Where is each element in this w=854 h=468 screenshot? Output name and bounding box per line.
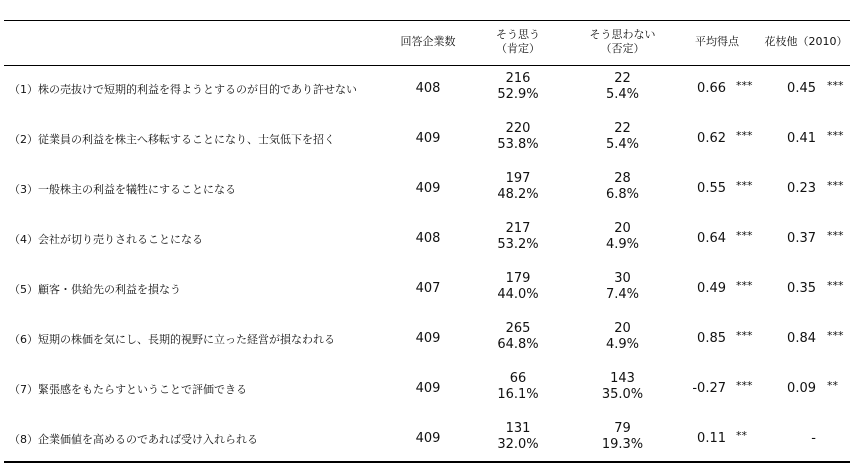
row-agree-count: 197 <box>505 171 531 186</box>
row-item-label: （8）企業価値を高めるのであれば受け入れられる <box>9 433 258 446</box>
row-agree-count: 265 <box>505 321 531 336</box>
row-hanae-score: 0.84 <box>787 331 816 346</box>
row-hanae-score: 0.45 <box>787 81 816 96</box>
row-disagree-cell <box>575 121 670 153</box>
row-average-significance: *** <box>736 129 753 142</box>
row-agree-cell <box>478 271 558 303</box>
row-disagree-count: 22 <box>614 71 631 86</box>
row-respondent-count: 409 <box>415 181 441 196</box>
row-agree-cell <box>478 221 558 253</box>
row-hanae-significance: *** <box>827 329 844 342</box>
row-agree-cell <box>478 121 558 153</box>
row-disagree-cell <box>575 71 670 103</box>
row-agree-count: 66 <box>509 371 527 386</box>
row-average-significance: *** <box>736 179 753 192</box>
row-disagree-cell <box>575 371 670 403</box>
row-agree-percent: 53.8% <box>497 137 539 152</box>
row-item-label: （1）株の売抜けで短期的利益を得ようとするのが目的であり許せない <box>9 83 357 96</box>
table-bottom-rule <box>4 461 850 463</box>
row-average-significance: *** <box>736 79 753 92</box>
row-item-label: （6）短期の株価を気にし、長期的視野に立った経営が損なわれる <box>9 333 335 346</box>
row-hanae-score: 0.23 <box>787 181 816 196</box>
row-agree-percent: 64.8% <box>497 337 539 352</box>
row-disagree-percent: 19.3% <box>601 437 644 452</box>
row-item-label: （4）会社が切り売りされることになる <box>9 233 203 246</box>
row-disagree-count: 20 <box>614 321 631 336</box>
row-disagree-count: 30 <box>614 271 631 286</box>
row-disagree-percent: 6.8% <box>605 187 640 202</box>
row-average-score: 0.64 <box>697 231 726 246</box>
row-hanae-significance: *** <box>827 279 844 292</box>
row-agree-percent: 44.0% <box>497 287 539 302</box>
row-agree-percent: 53.2% <box>497 237 539 252</box>
header-average-score: 平均得点 <box>695 35 739 48</box>
row-respondent-count: 408 <box>415 231 441 246</box>
row-average-score: 0.55 <box>697 181 726 196</box>
row-agree-percent: 32.0% <box>497 437 539 452</box>
row-disagree-percent: 4.9% <box>605 337 640 352</box>
table-row <box>0 416 854 466</box>
table-row <box>0 166 854 216</box>
row-agree-count: 179 <box>505 271 531 286</box>
row-disagree-count: 22 <box>614 121 631 136</box>
row-respondent-count: 407 <box>415 281 441 296</box>
row-disagree-percent: 4.9% <box>605 237 640 252</box>
row-hanae-significance: *** <box>827 179 844 192</box>
row-disagree-count: 79 <box>614 421 631 436</box>
row-disagree-count: 143 <box>610 371 635 386</box>
row-agree-cell <box>478 371 558 403</box>
row-disagree-percent: 5.4% <box>605 137 640 152</box>
table-row <box>0 366 854 416</box>
row-item-label: （3）一般株主の利益を犠牲にすることになる <box>9 183 236 196</box>
row-agree-count: 217 <box>505 221 531 236</box>
row-hanae-score: - <box>811 431 816 446</box>
row-average-significance: *** <box>736 379 753 392</box>
row-agree-cell <box>478 321 558 353</box>
row-average-score: 0.85 <box>697 331 726 346</box>
row-hanae-significance: *** <box>827 79 844 92</box>
row-average-significance: ** <box>736 429 747 442</box>
row-disagree-cell <box>575 171 670 203</box>
row-average-score: 0.11 <box>697 431 726 446</box>
row-respondent-count: 408 <box>415 81 441 96</box>
table-row <box>0 216 854 266</box>
row-hanae-score: 0.35 <box>787 281 816 296</box>
row-respondent-count: 409 <box>415 431 441 446</box>
row-agree-cell <box>478 421 558 453</box>
row-hanae-score: 0.09 <box>787 381 816 396</box>
row-average-significance: *** <box>736 279 753 292</box>
row-disagree-percent: 5.4% <box>605 87 640 102</box>
header-hanae-2010: 花枝他（2010） <box>764 35 848 48</box>
row-respondent-count: 409 <box>415 381 441 396</box>
row-disagree-cell <box>575 321 670 353</box>
header-agree: そう思う （肯定） <box>496 28 540 55</box>
table-row <box>0 66 854 116</box>
row-hanae-significance: ** <box>827 379 838 392</box>
row-hanae-significance: *** <box>827 229 844 242</box>
row-disagree-cell <box>575 421 670 453</box>
row-average-score: 0.66 <box>697 81 726 96</box>
row-agree-cell <box>478 71 558 103</box>
row-disagree-percent: 35.0% <box>601 387 644 402</box>
row-hanae-score: 0.41 <box>787 131 816 146</box>
row-agree-percent: 52.9% <box>497 87 539 102</box>
header-disagree: そう思わない （否定） <box>589 28 656 55</box>
row-item-label: （5）顧客・供給先の利益を損なう <box>9 283 181 296</box>
row-average-score: -0.27 <box>692 381 726 396</box>
table-row <box>0 116 854 166</box>
row-agree-percent: 16.1% <box>497 387 539 402</box>
table-row <box>0 316 854 366</box>
row-hanae-significance: *** <box>827 129 844 142</box>
row-agree-percent: 48.2% <box>497 187 539 202</box>
row-agree-count: 131 <box>505 421 531 436</box>
row-disagree-count: 20 <box>614 221 631 236</box>
row-agree-count: 220 <box>505 121 531 136</box>
row-disagree-cell <box>575 221 670 253</box>
row-agree-cell <box>478 171 558 203</box>
table-top-rule <box>4 20 850 21</box>
header-respondent-count: 回答企業数 <box>400 35 456 48</box>
row-hanae-score: 0.37 <box>787 231 816 246</box>
row-agree-count: 216 <box>505 71 531 86</box>
row-item-label: （7）緊張感をもたらすということで評価できる <box>9 383 247 396</box>
row-disagree-count: 28 <box>614 171 631 186</box>
row-disagree-cell <box>575 271 670 303</box>
row-item-label: （2）従業員の利益を株主へ移転することになり、士気低下を招く <box>9 133 335 146</box>
table-row <box>0 266 854 316</box>
row-average-score: 0.49 <box>697 281 726 296</box>
row-average-significance: *** <box>736 329 753 342</box>
row-average-significance: *** <box>736 229 753 242</box>
row-disagree-percent: 7.4% <box>605 287 640 302</box>
row-average-score: 0.62 <box>697 131 726 146</box>
row-respondent-count: 409 <box>415 131 441 146</box>
row-respondent-count: 409 <box>415 331 441 346</box>
